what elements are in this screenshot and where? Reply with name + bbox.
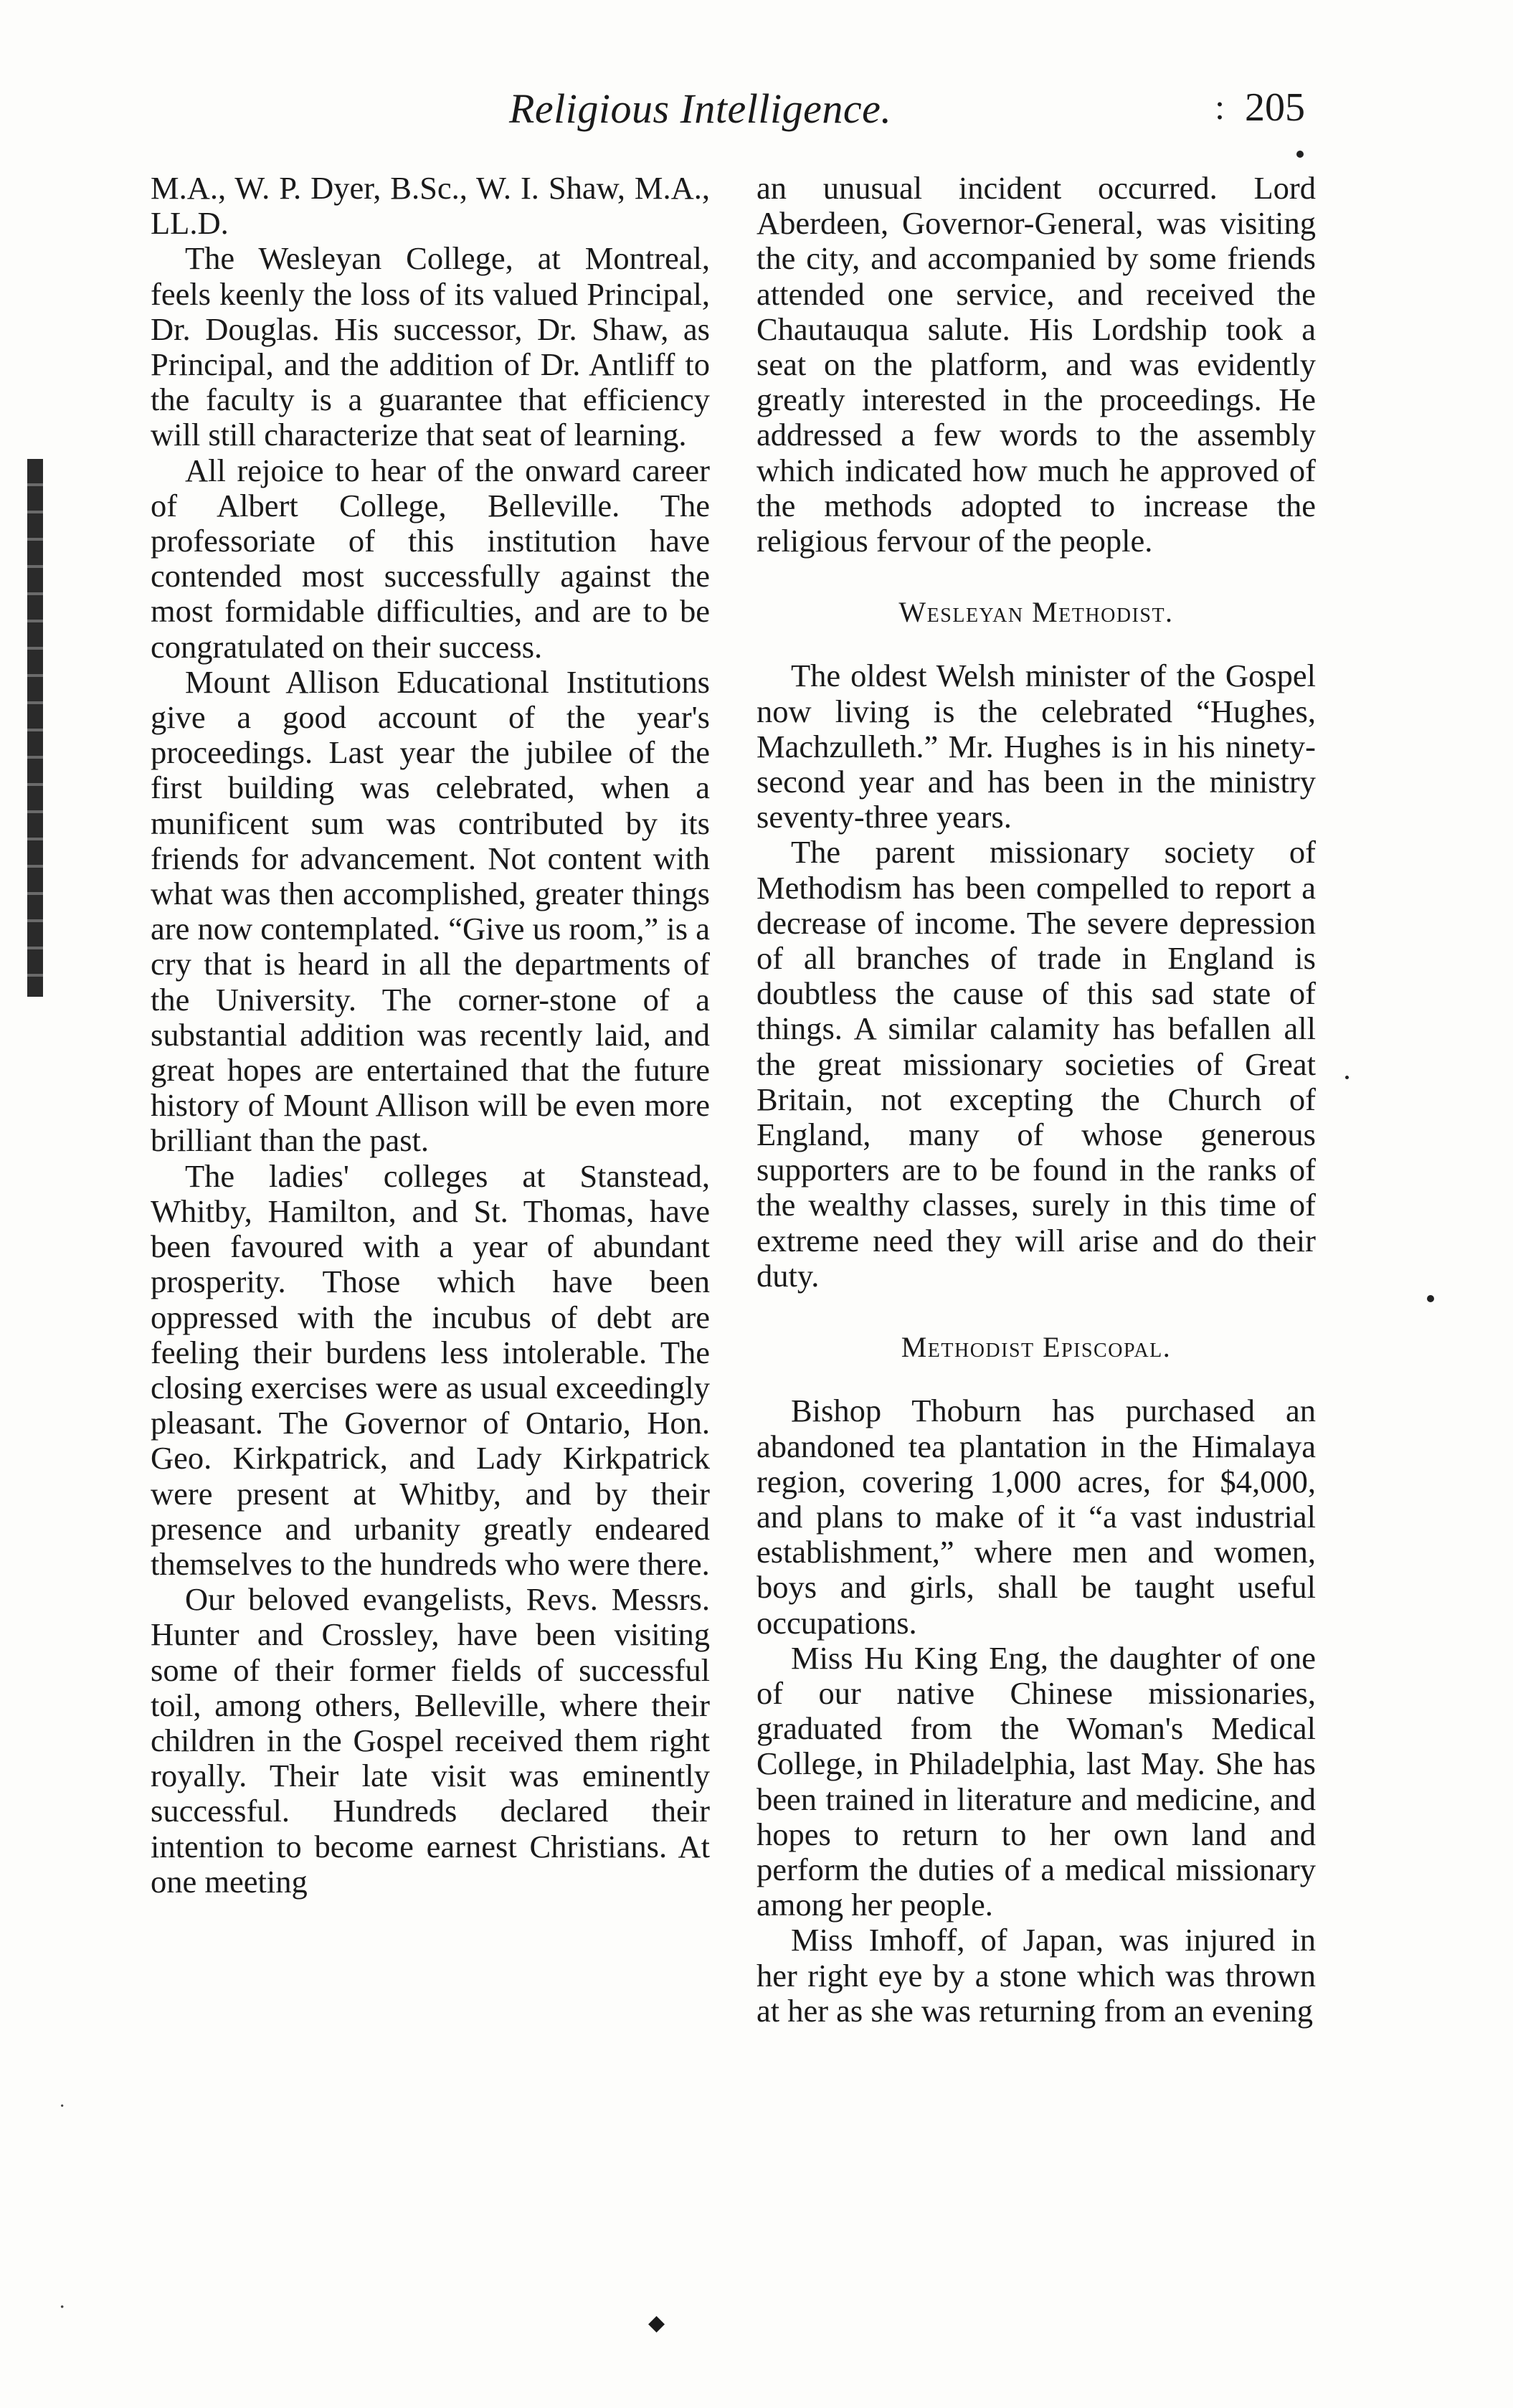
paragraph: The oldest Welsh minister of the Gospel now living is the celebrated “Hughes, Machzulleth.” Mr. Hughes is in his ninety-second year and has been in the ministry seventy-three years. <box>756 658 1316 835</box>
paragraph: The parent missionary society of Methodism has been compelled to report a decrease of income. The severe depression of all branches of trade in England is doubtless the cause of this sad state of things. A similar calamity has befallen all the great missionary societies of Great Britain, not excepting the Church of England, many of whose generous supporters are to be found in the ranks of the wealthy classes, surely in this time of extreme need they will arise and do their duty. <box>756 834 1316 1294</box>
right-column <box>756 171 1316 2029</box>
paragraph: The Wesleyan College, at Montreal, feels keenly the loss of its valued Principal, Dr. Douglas. His successor, Dr. Shaw, as Principal, and the addition of Dr. Antliff to the faculty is a guarantee that efficiency will still characterize that seat of learning. <box>151 240 710 453</box>
paragraph: Miss Imhoff, of Japan, was injured in her right eye by a stone which was thrown at her as she was returning from an evening <box>756 1922 1316 2029</box>
paragraph: Mount Allison Educational Institutions give a good account of the year's proceedings. Last year the jubilee of the first building was celebrated, when a munificent sum was contributed by its friends for advancement. Not content with what was then accomplished, greater things are now contemplated. “Give us room,” is a cry that is heard in all the departments of the University. The corner-stone of a substantial addition was recently laid, and great hopes are entertained that the future history of Mount Allison will be even more brilliant than the past. <box>151 663 710 1159</box>
ink-speck <box>1345 1076 1349 1079</box>
paragraph: The ladies' colleges at Stanstead, Whitby, Hamilton, and St. Thomas, have been favoured with a year of abundant prosperity. Those which have been oppressed with the incubus of debt are feeling their burdens less intolerable. The closing exercises were as usual exceedingly pleasant. The Governor of Ontario, Hon. Geo. Kirkpatrick, and Lady Kirkpatrick were present at Whitby, and by their presence and urbanity greatly endeared themselves to the hundreds who were there. <box>151 1157 710 1582</box>
header-separator: : <box>1215 87 1225 127</box>
paragraph: Miss Hu King Eng, the daughter of one of our native Chinese missionaries, graduated from the Woman's Medical College, in Philadelphia, last May. She has been trained in literature and medicine, and hopes to return to her own land and perform the duties of a medical missionary among her people. <box>756 1639 1316 1923</box>
edge-mark-icon: ․ <box>59 2290 66 2313</box>
footer-ornament-icon: ◆ <box>648 2311 665 2335</box>
paragraph: Bishop Thoburn has purchased an abandoned tea plantation in the Himalaya region, covering 1,000 acres, for $4,000, and plans to make of it “a vast industrial establishment,” where men and women, boys and girls, shall be taught useful occupations. <box>756 1393 1316 1641</box>
paragraph: an unusual incident occurred. Lord Aberdeen, Governor-General, was visiting the city, and accompanied by some friends attended one service, and received the Chautauqua salute. His Lordship took a seat on the platform, and was evidently greatly interested in the proceedings. He addressed a few words to the assembly which indicated how much he approved of the methods adopted to increase the religious fervour of the people. <box>756 170 1316 559</box>
section-heading: Methodist Episcopal. <box>901 1331 1172 1364</box>
ink-speck <box>1427 1295 1434 1302</box>
text-columns <box>151 171 1316 2293</box>
ink-speck <box>1296 151 1304 158</box>
paragraph: M.A., W. P. Dyer, B.Sc., W. I. Shaw, M.A., LL.D. <box>151 170 710 242</box>
left-column <box>151 171 710 1900</box>
edge-mark-icon: · <box>59 2095 66 2118</box>
binding-edge-mark <box>27 459 43 997</box>
section-heading: Wesleyan Methodist. <box>898 596 1174 629</box>
running-title: Religious Intelligence. <box>509 85 892 132</box>
running-head <box>509 85 1305 142</box>
paragraph: All rejoice to hear of the onward career of Albert College, Belleville. The professoriate of this institution have contended most successfully against the most formidable difficulties, and are to be congratulated on their success. <box>151 452 710 665</box>
paragraph: Our beloved evangelists, Revs. Messrs. Hunter and Crossley, have been visiting some of their former fields of successful toil, among others, Belleville, where their children in the Gospel received them right royally. Their late visit was eminently successful. Hundreds declared their intention to become earnest Christians. At one meeting <box>151 1581 710 1900</box>
page-number: 205 <box>1245 85 1305 130</box>
